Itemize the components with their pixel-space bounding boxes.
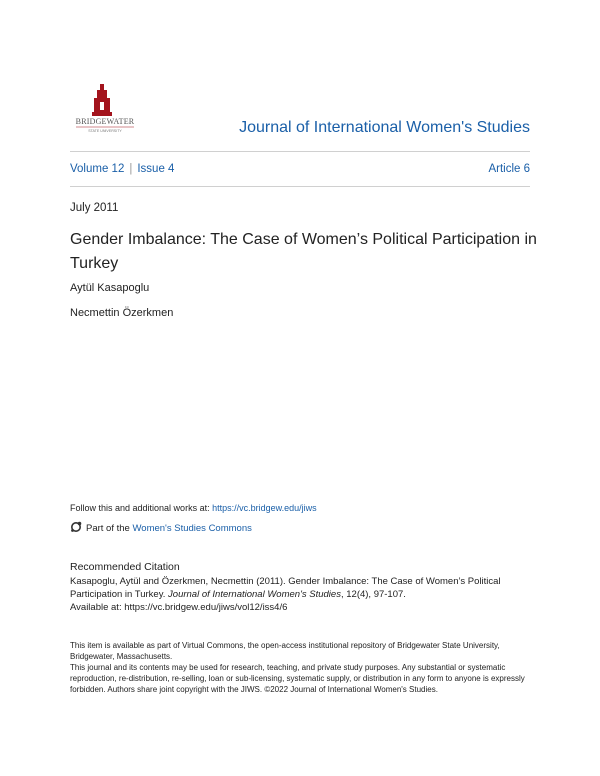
- citation-volume: , 12(4), 97-107.: [340, 589, 406, 600]
- volume-link[interactable]: Volume 12: [70, 163, 125, 175]
- part-of-line: [70, 521, 252, 536]
- follow-text: Follow this and additional works at:: [70, 503, 213, 513]
- part-of-prefix: Part of the: [86, 523, 133, 534]
- publication-date: July 2011: [70, 202, 119, 214]
- volume-issue-row: [70, 163, 530, 175]
- author-name: Aytül Kasapoglu: [70, 282, 150, 294]
- womens-studies-commons-link[interactable]: Women's Studies Commons: [132, 523, 252, 534]
- footer-copyright-note: This journal and its contents may be used for research, teaching, and private study purposes. Any substantial or systematic reproduction, re-distribution, re-selling, loan or sub-licensing, systematic supply, or distribution in any form to anyone is expressly forbidden. Authors share joint copyright with the JIWS. ©2022 Journal of International Women's Studies.: [70, 663, 525, 694]
- repository-link[interactable]: https://vc.bridgew.edu/jiws: [212, 503, 317, 513]
- divider-bottom: [70, 186, 530, 187]
- network-icon: [70, 521, 82, 536]
- logo-wordmark: BRIDGEWATER: [75, 117, 135, 126]
- citation-available: Available at: https://vc.bridgew.edu/jiws/vol12/iss4/6: [70, 602, 288, 613]
- logo-subtitle: STATE UNIVERSITY: [88, 129, 122, 133]
- separator: |: [129, 163, 133, 175]
- bridgewater-logo: [70, 82, 140, 134]
- divider-top: [70, 151, 530, 152]
- citation-text: [70, 575, 540, 614]
- citation-journal: Journal of International Women's Studies: [168, 589, 341, 600]
- citation-body: Kasapoglu, Aytül and Özerkmen, Necmettin (2011). Gender Imbalance: The Case of Women’s Political Participation in Turkey.: [70, 576, 501, 600]
- recommended-citation-heading: Recommended Citation: [70, 561, 180, 573]
- issue-link[interactable]: Issue 4: [137, 163, 175, 175]
- author-name: Necmettin Özerkmen: [70, 307, 174, 319]
- article-title: Gender Imbalance: The Case of Women’s Political Participation in Turkey: [70, 231, 537, 272]
- journal-title[interactable]: Journal of International Women's Studies: [239, 119, 530, 136]
- article-link[interactable]: Article 6: [488, 163, 530, 175]
- follow-line: [70, 503, 317, 513]
- footer-repository-note: This item is available as part of Virtual Commons, the open-access institutional repository of Bridgewater State University, Bridgewater, Massachusetts.: [70, 641, 500, 661]
